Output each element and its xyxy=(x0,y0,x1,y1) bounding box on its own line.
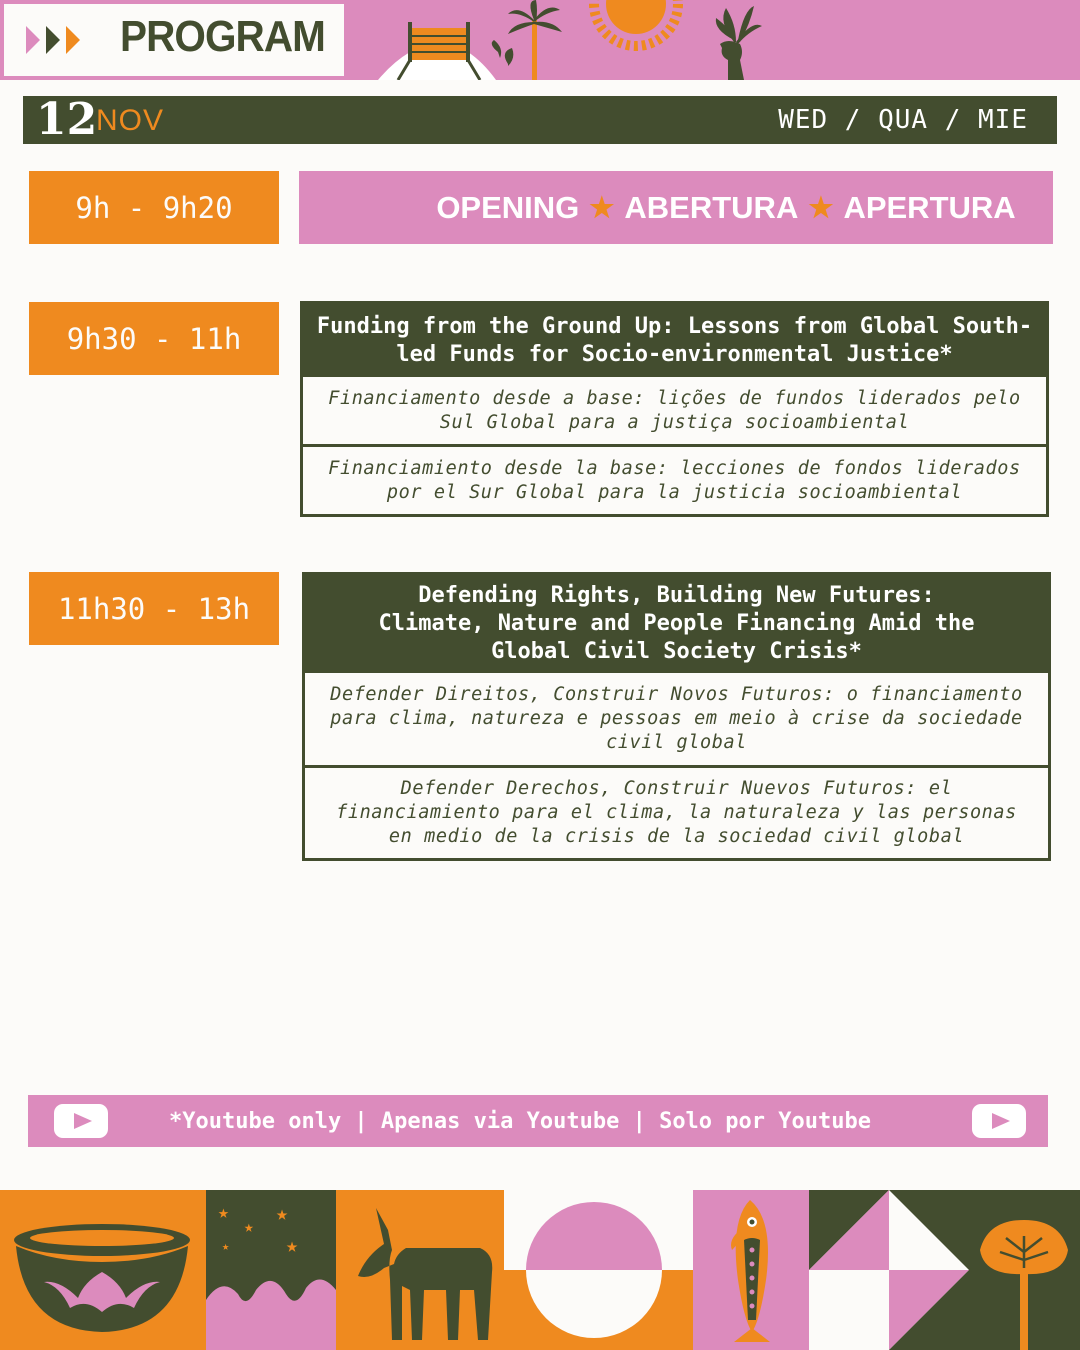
youtube-note-bar xyxy=(28,1095,1048,1147)
session-2-title-es: Defender Derechos, Construir Nuevos Futuros: el financiamiento para el clima, la naturaleza y las personas en medio de la crisis de la sociedad civil global xyxy=(336,778,1017,847)
date-day: 12 xyxy=(36,94,98,145)
footer-illustration xyxy=(0,1190,1080,1350)
half-moon-illustration xyxy=(504,1190,693,1350)
stars-waves-illustration xyxy=(206,1190,336,1350)
plant-head-illustration xyxy=(716,6,762,80)
svg-text:★: ★ xyxy=(276,1201,289,1225)
session-2-card xyxy=(302,572,1051,861)
session-2-title: Defending Rights, Building New Futures: Climate, Nature and People Financing Amid the Global Civil Society Crisis* xyxy=(305,575,1048,673)
donkey-illustration xyxy=(336,1190,504,1350)
session-1-title-es: Financiamiento desde la base: lecciones de fondos liderados por el Sur Global para la justicia socioambiental xyxy=(328,457,1021,503)
star-icon: ★ xyxy=(808,192,834,223)
star-icon: ★ xyxy=(589,192,615,223)
date-month: NOV xyxy=(96,104,165,137)
fish-illustration xyxy=(693,1190,809,1350)
session-1-title-pt: Financiamento desde a base: lições de fundos liderados pelo Sul Global para a justiça socioambiental xyxy=(328,387,1021,433)
date-weekdays: WED / QUA / MIE xyxy=(778,105,1028,135)
svg-text:★: ★ xyxy=(218,1202,229,1223)
page-title: PROGRAM xyxy=(120,12,325,61)
sun-illustration xyxy=(594,0,678,46)
opening-label-es: APERTURA xyxy=(843,189,1016,225)
opening-label-en: OPENING xyxy=(436,189,580,225)
header-illustration xyxy=(348,0,808,80)
opening-label-pt: ABERTURA xyxy=(624,189,799,225)
triple-play-arrows-icon xyxy=(24,22,88,58)
session-2-time: 11h30 - 13h xyxy=(29,572,279,645)
session-2-title-pt: Defender Direitos, Construir Novos Futuros: o financiamento para clima, natureza e pessoas em meio à crise da sociedade civil global xyxy=(330,684,1023,753)
session-1-card xyxy=(300,301,1049,517)
youtube-note: *Youtube only | Apenas via Youtube | Solo por Youtube xyxy=(169,1108,871,1134)
youtube-play-icon xyxy=(972,1104,1026,1138)
session-1-title: Funding from the Ground Up: Lessons from Global South-led Funds for Socio-environmental Justice* xyxy=(303,304,1046,377)
svg-text:★: ★ xyxy=(222,1239,230,1253)
svg-text:★: ★ xyxy=(244,1217,254,1236)
geometric-triangles-illustration xyxy=(809,1190,969,1350)
opening-bar xyxy=(299,171,1053,244)
tree-illustration xyxy=(969,1190,1080,1350)
pier-illustration xyxy=(378,22,496,80)
youtube-play-icon xyxy=(54,1104,108,1138)
session-1-time: 9h30 - 11h xyxy=(29,302,279,375)
opening-time: 9h - 9h20 xyxy=(29,171,279,244)
svg-text:★: ★ xyxy=(286,1233,299,1257)
palm-tree-illustration xyxy=(492,0,562,80)
bowl-illustration xyxy=(0,1190,206,1350)
